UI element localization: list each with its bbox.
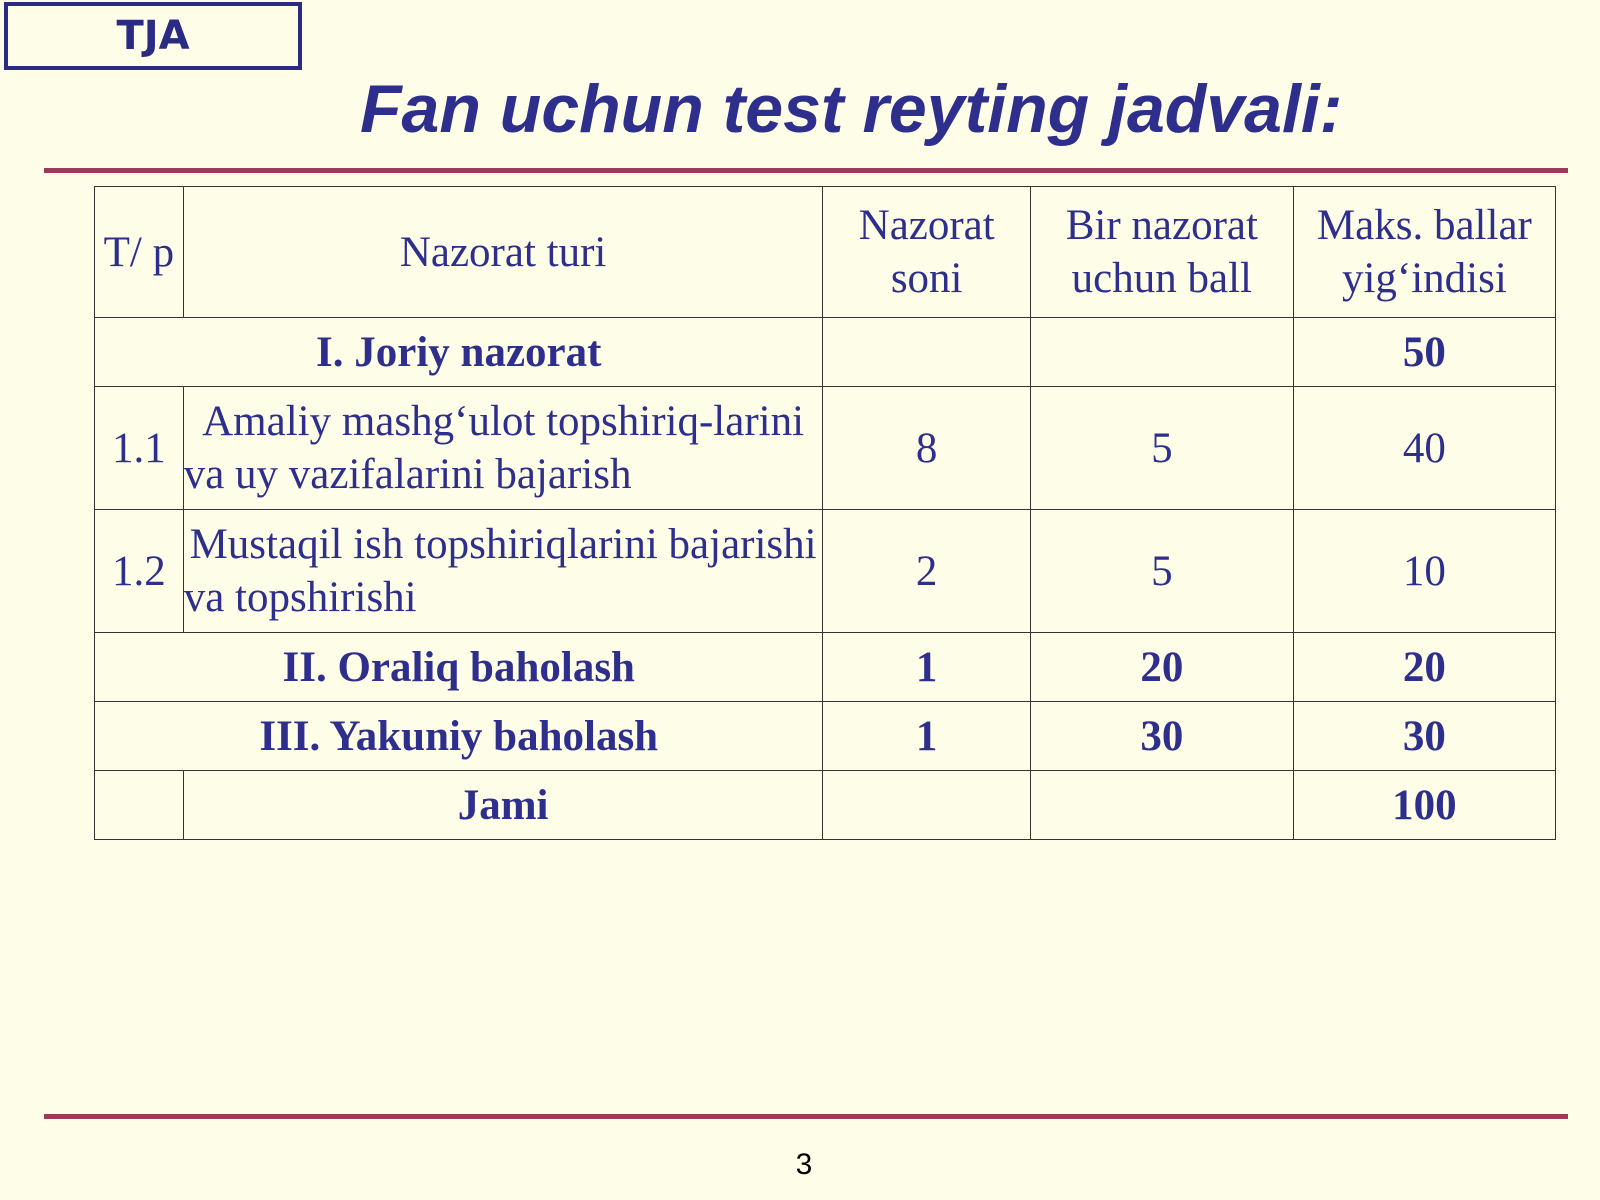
header-bir-nazorat-ball: Bir nazorat uchun ball	[1030, 187, 1293, 318]
cell-maks: 30	[1293, 702, 1555, 771]
cell-ball: 30	[1030, 702, 1293, 771]
cell-soni: 1	[823, 702, 1030, 771]
cell-maks: 40	[1293, 387, 1555, 510]
table-row	[95, 387, 1556, 510]
section-row-joriy	[95, 318, 1556, 387]
header-tp: T/ p	[95, 187, 184, 318]
section-label: III. Yakuniy baholash	[95, 702, 823, 771]
cell-soni: 8	[823, 387, 1030, 510]
cell-description: Amaliy mashg‘ulot topshiriq-larini va uy vazifalarini bajarish	[183, 387, 823, 510]
page-title: Fan uchun test reyting jadvali:	[360, 71, 1343, 147]
cell-soni	[823, 318, 1030, 387]
table-row	[95, 510, 1556, 633]
header-nazorat-turi: Nazorat turi	[183, 187, 823, 318]
bottom-divider	[44, 1114, 1568, 1119]
top-divider	[44, 168, 1568, 173]
section-row-oraliq	[95, 633, 1556, 702]
cell-ball	[1030, 318, 1293, 387]
cell-maks: 20	[1293, 633, 1555, 702]
section-label: II. Oraliq baholash	[95, 633, 823, 702]
table-header-row	[95, 187, 1556, 318]
cell-maks: 100	[1293, 771, 1555, 840]
cell-description: Mustaqil ish topshiriqlarini bajarishi va topshirishi	[183, 510, 823, 633]
page-number: 3	[795, 1148, 813, 1181]
total-row	[95, 771, 1556, 840]
cell-soni: 2	[823, 510, 1030, 633]
rating-table	[94, 186, 1556, 840]
cell-num-empty	[95, 771, 184, 840]
cell-ball: 20	[1030, 633, 1293, 702]
section-row-yakuniy	[95, 702, 1556, 771]
logo-box	[4, 2, 302, 70]
cell-soni	[823, 771, 1030, 840]
header-nazorat-soni: Nazorat soni	[823, 187, 1030, 318]
cell-ball: 5	[1030, 387, 1293, 510]
cell-ball	[1030, 771, 1293, 840]
header-maks-ballar: Maks. ballar yig‘indisi	[1293, 187, 1555, 318]
logo-text: TJA	[116, 13, 190, 59]
cell-maks: 50	[1293, 318, 1555, 387]
cell-soni: 1	[823, 633, 1030, 702]
cell-num: 1.2	[95, 510, 184, 633]
cell-num: 1.1	[95, 387, 184, 510]
section-label: I. Joriy nazorat	[95, 318, 823, 387]
total-label: Jami	[183, 771, 823, 840]
cell-maks: 10	[1293, 510, 1555, 633]
cell-ball: 5	[1030, 510, 1293, 633]
